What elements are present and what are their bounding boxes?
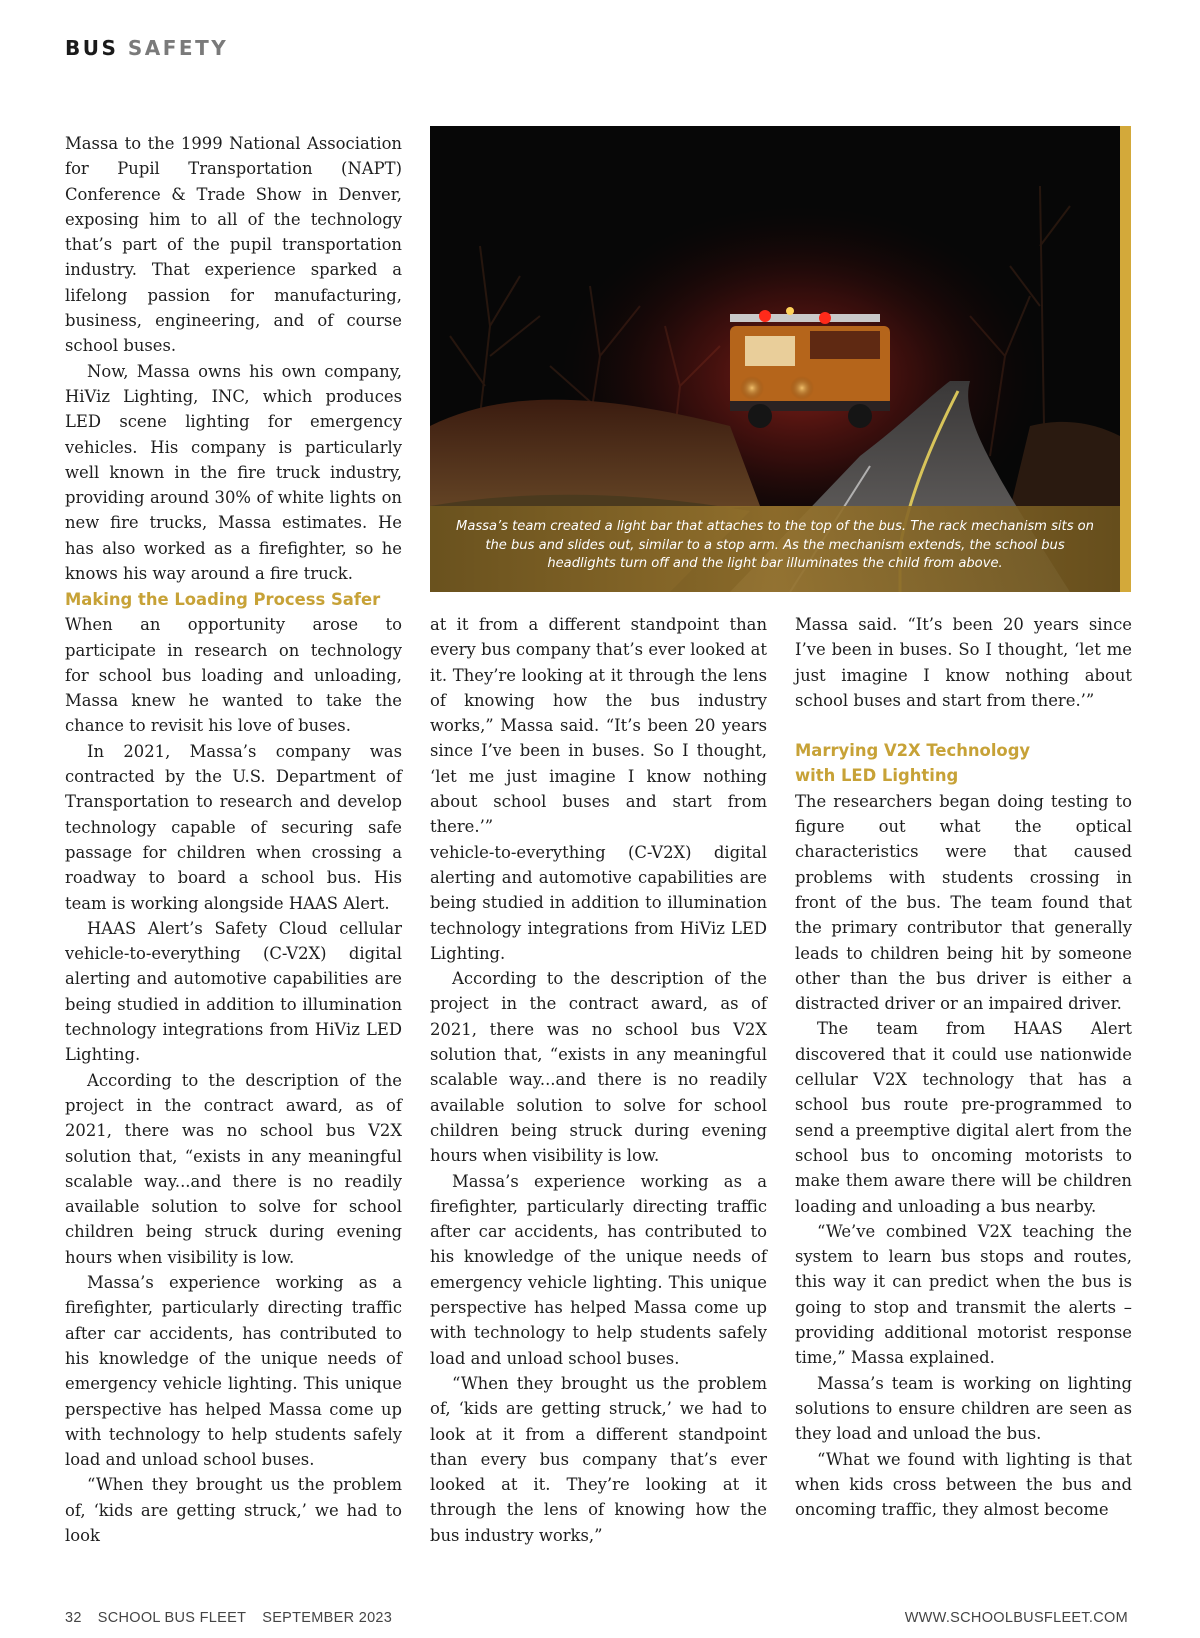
column-1-bottom [65,587,402,1548]
footer-website[interactable]: WWW.SCHOOLBUSFLEET.COM [904,1610,1128,1626]
photo-accent-bar [1120,126,1131,592]
paragraph: When an opportunity arose to participate in research on technology for school bus loading and unloading, Massa knew he wanted to take the chance to revisit his love of buses. [65,615,402,736]
paragraph: Now, Massa owns his own company, HiViz Lighting, INC, which produces LED scene lighting for emergency vehicles. His company is particularly well known in the fire truck industry, providing around 30% of white lights on new fire trucks, Massa estimates. He has also worked as a firefighter, so he knows his way around a fire truck. [65,361,402,584]
spacer [795,713,1132,738]
subheading-v2x-line2: with LED Lighting [795,766,959,786]
subheading-v2x-line1: Marrying V2X Technology [795,741,1031,761]
paragraph: at it from a different standpoint than every bus company that’s ever looked at it. They’re looking at it through the lens of knowing how the bus industry works,” Massa said. “It’s been 20 years since I’ve been in buses. So I thought, ‘let me just imagine I know nothing about school buses and start from there.’” [430,615,767,837]
kicker-bus: BUS [65,36,119,60]
subheading-loading-process: Making the Loading Process Safer [65,590,381,609]
issue-date: SEPTEMBER 2023 [262,1610,393,1626]
paragraph: Massa’s experience working as a firefighter, particularly directing traffic after car accidents, has contributed to his knowledge of the unique needs of emergency vehicle lighting. This unique perspective has helped Massa come up with technology to help students safely load and unload school buses. [430,1171,767,1368]
column-2 [430,612,767,1548]
footer-folio [65,1610,408,1626]
column-1-top [65,131,402,586]
kicker-safety: SAFETY [127,36,229,60]
paragraph: Massa’s team is working on lighting solutions to ensure children are seen as they load and unload the bus. [795,1373,1132,1444]
paragraph: According to the description of the project in the contract award, as of 2021, there was no school bus V2X solution that, “exists in any meaningful scalable way...and there is no readily available solution to solve for school children being struck during evening hours when visibility is low. [65,1070,402,1267]
paragraph: HAAS Alert’s Safety Cloud cellular vehicle-to-everything (C-V2X) digital alerting and automotive capabilities are being studied in addition to illumination technology integrations from HiViz LED Lighting. [65,918,402,1065]
paragraph: In 2021, Massa’s company was contracted by the U.S. Department of Transportation to research and develop technology capable of securing safe passage for children when crossing a roadway to board a school bus. His team is working alongside HAAS Alert. [65,741,402,913]
paragraph: According to the description of the project in the contract award, as of 2021, there was no school bus V2X solution that, “exists in any meaningful scalable way...and there is no readily available solution to solve for school children being struck during evening hours when visibility is low. [430,969,767,1166]
publication-name: SCHOOL BUS FLEET [97,1610,247,1626]
paragraph: The researchers began doing testing to figure out what the optical characteristics were that caused problems with students crossing in front of the bus. The team found that the primary contributor that generally leads to children being hit by someone other than the bus driver is either a distracted driver or an impaired driver. [795,791,1132,1014]
paragraph: “When they brought us the problem of, ‘kids are getting struck,’ we had to look at it from a different standpoint than every bus company that’s ever looked at it. They’re looking at it through the lens of knowing how the bus industry works,” [430,1373,767,1545]
section-kicker [65,36,228,60]
bus-night-photo [430,126,1120,592]
paragraph: vehicle-to-everything (C-V2X) digital alerting and automotive capabilities are being studied in addition to illumination technology integrations from HiViz LED Lighting. [430,842,767,963]
column-3 [795,612,1132,1522]
photo-caption: Massa’s team created a light bar that attaches to the top of the bus. The rack mechanism sits on the bus and slides out, similar to a stop arm. As the mechanism extends, the school bus headlights turn off and the light bar illuminates the child from above. [430,506,1120,592]
paragraph: “When they brought us the problem of, ‘kids are getting struck,’ we had to look [65,1475,402,1545]
paragraph: The team from HAAS Alert discovered that it could use nationwide cellular V2X technology that has a school bus route pre-programmed to send a preemptive digital alert from the school bus to oncoming motorists to make them aware there will be children loading and unloading a bus nearby. [795,1019,1132,1216]
paragraph: “We’ve combined V2X teaching the system to learn bus stops and routes, this way it can predict when the bus is going to stop and transmit the alerts – providing additional motorist response time,” Massa explained. [795,1221,1132,1368]
paragraph: Massa to the 1999 National Association for Pupil Transportation (NAPT) Conference & Trade Show in Denver, exposing him to all of the technology that’s part of the pupil transportation industry. That experience sparked a lifelong passion for manufacturing, business, engineering, and of course school buses. [65,134,402,356]
paragraph: Massa said. “It’s been 20 years since I’ve been in buses. So I thought, ‘let me just imagine I know nothing about school buses and start from there.’” [795,615,1132,710]
paragraph: Massa’s experience working as a firefighter, particularly directing traffic after car accidents, has contributed to his knowledge of the unique needs of emergency vehicle lighting. This unique perspective has helped Massa come up with technology to help students safely load and unload school buses. [65,1273,402,1470]
page-number: 32 [65,1610,82,1626]
paragraph: “What we found with lighting is that when kids cross between the bus and oncoming traffic, they almost become [795,1449,1132,1520]
